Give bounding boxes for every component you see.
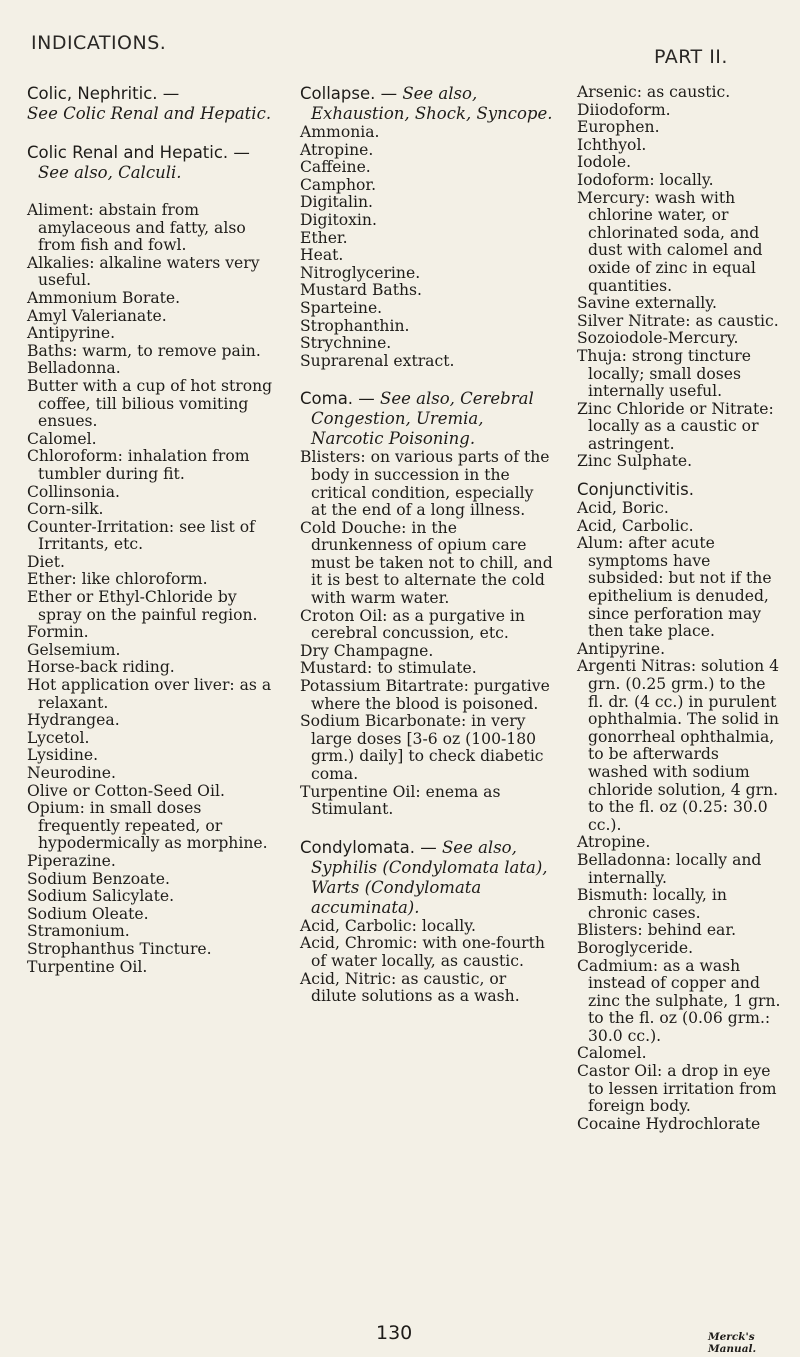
entry-list bbox=[577, 500, 782, 1133]
list-item: Suprarenal extract. bbox=[300, 351, 455, 370]
list-item: Lycetol. bbox=[27, 728, 90, 747]
entry-list bbox=[577, 84, 782, 471]
section-heading: Coma. — See also, Cerebral Congestion, Uremia, Narcotic Poisoning. bbox=[300, 389, 534, 449]
list-item: Aliment: abstain from amylaceous and fatty, also from fish and fowl. bbox=[27, 201, 246, 255]
section-heading: Condylomata. — See also, Syphilis (Condylomata lata), Warts (Condylomata accuminata). bbox=[300, 837, 548, 917]
list-item: Butter with a cup of hot strong coffee, till bilious vomiting ensues. bbox=[27, 376, 273, 431]
list-item: Heat. bbox=[300, 246, 344, 265]
list-item: Dry Champagne. bbox=[300, 641, 434, 660]
list-item: Sodium Oleate. bbox=[27, 904, 149, 923]
section-heading: Collapse. — See also, Exhaustion, Shock, Syncope. bbox=[300, 84, 553, 123]
see-also: See Colic Renal and Hepatic. bbox=[27, 104, 272, 123]
list-item: Atropine. bbox=[577, 833, 651, 852]
list-item: Digitoxin. bbox=[300, 210, 377, 229]
list-item: Potassium Bitartrate: purgative where the blood is poisoned. bbox=[300, 677, 550, 713]
list-item: Belladonna: locally and internally. bbox=[577, 850, 762, 887]
list-item: Piperazine. bbox=[27, 851, 116, 870]
list-item: Europhen. bbox=[577, 118, 660, 137]
running-head-right: PART II. bbox=[654, 46, 728, 68]
list-item: Atropine. bbox=[300, 140, 374, 159]
list-item: Acid, Boric. bbox=[577, 499, 669, 518]
list-item: Mustard Baths. bbox=[300, 281, 422, 300]
list-item: Acid, Nitric: as caustic, or dilute solutions as a wash. bbox=[300, 969, 520, 1006]
column-1 bbox=[27, 84, 277, 976]
list-item: Digitalin. bbox=[300, 193, 373, 212]
list-item: Cadmium: as a wash instead of copper and zinc the sulphate, 1 grn. to the fl. oz (0.06 grm.: 30.0 cc.). bbox=[577, 956, 781, 1045]
list-item: Castor Oil: a drop in eye to lessen irritation from foreign body. bbox=[577, 1062, 777, 1116]
list-item: Nitroglycerine. bbox=[300, 263, 421, 282]
section-heading: Colic Renal and Hepatic. — See also, Calculi. bbox=[27, 143, 250, 182]
list-item: Alum: after acute symptoms have subsided: but not if the epithelium is denuded, since perforation may then take place. bbox=[577, 534, 772, 641]
list-item: Corn-silk. bbox=[27, 500, 104, 519]
list-item: Mercury: wash with chlorine water, or chlorinated soda, and dust with calomel and oxide of zinc in equal quantities. bbox=[577, 188, 763, 295]
list-item: Collinsonia. bbox=[27, 482, 120, 501]
entry-list bbox=[27, 202, 277, 976]
list-item: Ammonia. bbox=[300, 123, 380, 141]
list-item: Alkalies: alkaline waters very useful. bbox=[27, 253, 260, 290]
list-item: Strychnine. bbox=[300, 334, 392, 353]
list-item: Bismuth: locally, in chronic cases. bbox=[577, 886, 727, 922]
list-item: Hot application over liver: as a relaxant. bbox=[27, 676, 272, 712]
list-item: Blisters: on various parts of the body in succession in the critical condition, especially at the end of a long illness. bbox=[300, 448, 550, 520]
list-item: Counter-Irritation: see list of Irritants, etc. bbox=[27, 517, 255, 554]
list-item: Zinc Sulphate. bbox=[577, 452, 693, 471]
page-number: 130 bbox=[376, 1322, 413, 1344]
entry-list bbox=[300, 918, 553, 1006]
list-item: Amyl Valerianate. bbox=[27, 306, 167, 325]
list-item: Sparteine. bbox=[300, 298, 383, 317]
list-item: Cocaine Hydrochlorate bbox=[577, 1114, 761, 1133]
list-item: Hydrangea. bbox=[27, 711, 120, 730]
list-item: Iodole. bbox=[577, 153, 632, 172]
section-heading: Colic, Nephritic. — bbox=[27, 84, 180, 103]
list-item: Sozoiodole-Mercury. bbox=[577, 329, 739, 348]
list-item: Strophanthus Tincture. bbox=[27, 939, 212, 958]
list-item: Ether. bbox=[300, 228, 348, 247]
entry-list bbox=[300, 449, 553, 818]
column-3 bbox=[577, 84, 782, 1133]
list-item: Formin. bbox=[27, 623, 89, 642]
list-item: Lysidine. bbox=[27, 746, 99, 765]
list-item: Diet. bbox=[27, 552, 65, 571]
list-item: Iodoform: locally. bbox=[577, 170, 714, 189]
list-item: Silver Nitrate: as caustic. bbox=[577, 311, 779, 330]
list-item: Strophanthin. bbox=[300, 316, 410, 335]
list-item: Argenti Nitras: solution 4 grn. (0.25 grm.) to the fl. dr. (4 cc.) in purulent ophthalmia. The solid in gonorrheal ophthalmia, to be afterwards washed with sodium chloride solution, 4 grn. to the fl. oz (0.25: 30.0 cc.). bbox=[577, 657, 780, 834]
list-item: Opium: in small doses frequently repeated, or hypodermically as morphine. bbox=[27, 799, 268, 853]
list-item: Olive or Cotton-Seed Oil. bbox=[27, 781, 225, 800]
list-item: Horse-back riding. bbox=[27, 658, 175, 677]
list-item: Calomel. bbox=[27, 429, 97, 448]
publisher-imprint: Merck's Manual. bbox=[708, 1331, 757, 1355]
list-item: Antipyrine. bbox=[577, 639, 666, 658]
column-2 bbox=[300, 84, 553, 1006]
list-item: Acid, Chromic: with one-fourth of water locally, as caustic. bbox=[300, 934, 545, 970]
list-item: Baths: warm, to remove pain. bbox=[27, 341, 261, 360]
list-item: Caffeine. bbox=[300, 158, 371, 177]
list-item: Acid, Carbolic. bbox=[577, 516, 694, 535]
list-item: Belladonna. bbox=[27, 359, 121, 378]
list-item: Antipyrine. bbox=[27, 324, 116, 343]
entry-list bbox=[300, 124, 553, 370]
list-item: Turpentine Oil. bbox=[27, 957, 148, 976]
list-item: Sodium Salicylate. bbox=[27, 887, 175, 906]
list-item: Ether: like chloroform. bbox=[27, 570, 208, 589]
list-item: Camphor. bbox=[300, 175, 377, 194]
list-item: Cold Douche: in the drunkenness of opium care must be taken not to chill, and it is best to alternate the cold with warm water. bbox=[300, 518, 553, 608]
list-item: Neurodine. bbox=[27, 764, 116, 782]
list-item: Sodium Bicarbonate: in very large doses [3-6 oz (100-180 grm.) daily] to check diabetic coma. bbox=[300, 712, 544, 783]
list-item: Sodium Benzoate. bbox=[27, 869, 170, 888]
list-item: Croton Oil: as a purgative in cerebral concussion, etc. bbox=[300, 606, 525, 643]
list-item: Ammonium Borate. bbox=[27, 288, 181, 307]
section-heading: Conjunctivitis. bbox=[577, 480, 694, 500]
list-item: Diiodoform. bbox=[577, 100, 671, 119]
list-item: Ichthyol. bbox=[577, 135, 647, 154]
list-item: Blisters: behind ear. bbox=[577, 921, 737, 940]
list-item: Stramonium. bbox=[27, 922, 130, 941]
list-item: Thuja: strong tincture locally; small doses internally useful. bbox=[577, 346, 751, 401]
list-item: Ether or Ethyl-Chloride by spray on the painful region. bbox=[27, 588, 258, 624]
list-item: Acid, Carbolic: locally. bbox=[300, 916, 476, 935]
running-head-left: INDICATIONS. bbox=[31, 32, 167, 54]
list-item: Chloroform: inhalation from tumbler during fit. bbox=[27, 447, 250, 483]
list-item: Zinc Chloride or Nitrate: locally as a caustic or astringent. bbox=[577, 399, 774, 453]
list-item: Gelsemium. bbox=[27, 640, 121, 659]
list-item: Mustard: to stimulate. bbox=[300, 659, 477, 678]
list-item: Calomel. bbox=[577, 1044, 647, 1063]
list-item: Turpentine Oil: enema as Stimulant. bbox=[300, 782, 501, 819]
list-item: Boroglyceride. bbox=[577, 938, 694, 957]
list-item: Savine externally. bbox=[577, 294, 717, 313]
list-item: Arsenic: as caustic. bbox=[577, 83, 731, 101]
